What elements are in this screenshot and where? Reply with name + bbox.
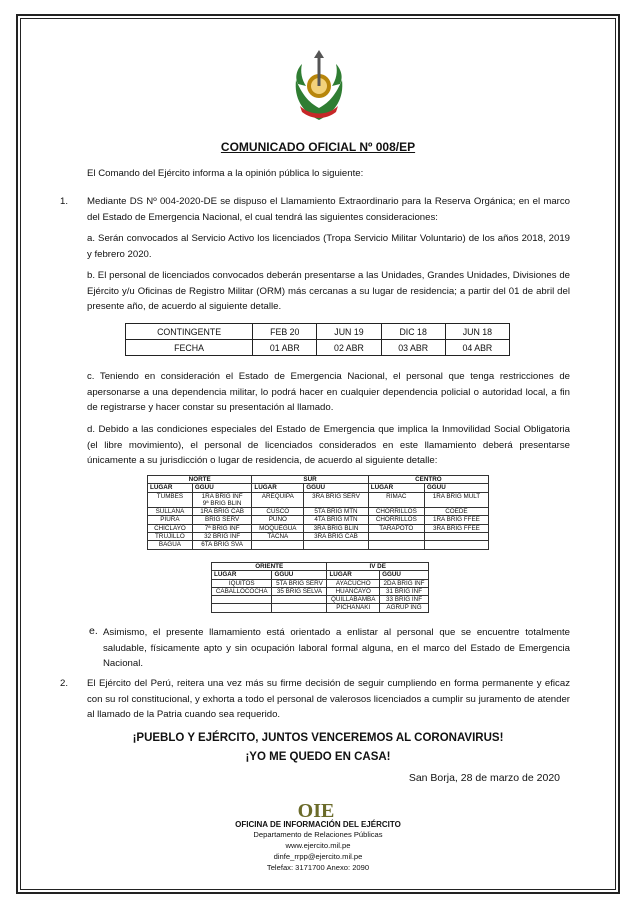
column-header: GGUU (272, 571, 327, 579)
table-cell (272, 596, 327, 604)
column-header: GGUU (424, 484, 488, 492)
table-cell: 4TA BRIG MTN (304, 516, 369, 524)
table-cell (252, 541, 304, 549)
item-1a-text: a. Serán convocados al Servicio Activo los licenciados (Tropa Servicio Militar Voluntario) de los años 2018, 2019 y febrero 2020. (87, 233, 570, 260)
table-cell: 1RA BRIG INF 9ª BRIG BLIN (192, 492, 252, 508)
column-header: LUGAR (368, 484, 424, 492)
table-cell: 5TA BRIG SERV (272, 579, 327, 587)
footer-department: Departamento de Relaciones Públicas (253, 830, 383, 839)
item-2-text: El Ejército del Perú, reitera una vez más su firme decisión de seguir cumpliendo en forma permanente y eficaz con su rol constitucional, y exhorta a todo el personal de valerosos licenciados a cumplir su juramento de atender al llamado de la Patria cuando sea requerido. (87, 678, 570, 720)
units-table-body (148, 492, 489, 549)
dates-table (125, 323, 510, 356)
region-header: SUR (252, 476, 368, 484)
table-cell: RIMAC (368, 492, 424, 508)
table-cell (368, 541, 424, 549)
table-cell: PICHANAKI (327, 604, 380, 612)
table-cell (424, 533, 488, 541)
table-cell: 1RA BRIG FFEE (424, 516, 488, 524)
units-table-body (212, 579, 429, 612)
table-cell: 32 BRIG INF (192, 533, 252, 541)
table-header-row (148, 476, 489, 484)
item-1-number: 1. (60, 196, 69, 207)
item-1-text: Mediante DS Nº 004-2020-DE se dispuso el Llamamiento Extraordinario para la Reserva Orgánica; en el marco del Estado de Emergencia Nacional, el cual tendrá las siguientes consideraciones: (87, 196, 570, 223)
table-cell: SULLANA (148, 508, 193, 516)
dates-table-row (126, 340, 510, 356)
table-cell (272, 604, 327, 612)
table-subheader-row (148, 484, 489, 492)
table-cell: CHORRILLOS (368, 516, 424, 524)
table-cell: CUSCO (252, 508, 304, 516)
table-cell: JUN 18 (445, 324, 509, 340)
table-cell: 35 BRIG SELVA (272, 587, 327, 595)
region-header: NORTE (148, 476, 252, 484)
table-row (212, 579, 429, 587)
units-table-east-ivde (211, 562, 429, 613)
table-cell: CHORRILLOS (368, 508, 424, 516)
table-cell: IQUITOS (212, 579, 272, 587)
logo-text: OIE (297, 800, 335, 819)
table-cell: 01 ABR (253, 340, 317, 356)
intro-paragraph: El Comando del Ejército informa a la opinión pública lo siguiente: (87, 168, 364, 179)
table-cell: 31 BRIG INF (380, 587, 429, 595)
table-cell: AGRUP ING (380, 604, 429, 612)
army-emblem-icon (288, 50, 350, 126)
table-cell: CHICLAYO (148, 524, 193, 532)
table-cell: MOQUEGUA (252, 524, 304, 532)
table-cell: 1RA BRIG CAB (192, 508, 252, 516)
table-cell: HUANCAYO (327, 587, 380, 595)
table-row (148, 492, 489, 508)
item-2-number: 2. (60, 678, 69, 689)
table-cell (212, 596, 272, 604)
table-cell: 2DA BRIG INF (380, 579, 429, 587)
item-1d-text: d. Debido a las condiciones especiales del Estado de Emergencia que implica la Inmovilidad Social Obligatoria (el libre movimiento), el personal de licenciados considerados en este llamamiento deberá presentarse únicamente a su jurisdicción o lugar de residencia, de acuerdo al siguiente detalle: (87, 424, 570, 466)
table-cell: AYACUCHO (327, 579, 380, 587)
table-cell: BRIG SERV (192, 516, 252, 524)
table-cell (212, 604, 272, 612)
document-title: COMUNICADO OFICIAL Nº 008/EP (220, 140, 416, 154)
table-cell: 33 BRIG INF (380, 596, 429, 604)
table-cell: CONTINGENTE (126, 324, 253, 340)
table-cell: 7ª BRIG INF (192, 524, 252, 532)
table-cell: TRUJILLO (148, 533, 193, 541)
table-cell: FEB 20 (253, 324, 317, 340)
table-row (212, 596, 429, 604)
table-cell: PIURA (148, 516, 193, 524)
item-1b-text: b. El personal de licenciados convocados deberán presentarse a las Unidades, Grandes Unidades, Divisiones de Ejército y/u Oficinas de Registro Militar (ORM) más cercanas a su lugar de residencia; a partir del 01 de abril del presente año, de acuerdo al siguiente detalle. (87, 270, 570, 312)
oie-logo-icon (296, 797, 336, 819)
table-cell: 3RA BRIG BLIN (304, 524, 369, 532)
table-header-row (212, 563, 429, 571)
table-cell: CABALLOCOCHA (212, 587, 272, 595)
table-cell: 5TA BRIG MTN (304, 508, 369, 516)
item-1c-text: c. Teniendo en consideración el Estado de Emergencia Nacional, el personal que tenga restricciones de apersonarse a una dependencia militar, lo podrá hacer en cualquier dependencia policial o autoridad local, a fin de registrarse y hacer constar su presentación al llamado. (87, 371, 570, 413)
region-header: ORIENTE (212, 563, 327, 571)
column-header: LUGAR (148, 484, 193, 492)
table-cell: 6TA BRIG SVA (192, 541, 252, 549)
column-header: GGUU (380, 571, 429, 579)
table-cell: TARAPOTO (368, 524, 424, 532)
table-row (148, 524, 489, 532)
table-cell: JUN 19 (317, 324, 381, 340)
table-subheader-row (212, 571, 429, 579)
slogan-1: ¡PUEBLO Y EJÉRCITO, JUNTOS VENCEREMOS AL CORONAVIRUS! (132, 732, 504, 744)
region-header: IV DE (327, 563, 429, 571)
column-header: GGUU (304, 484, 369, 492)
table-cell (424, 541, 488, 549)
table-cell (304, 541, 369, 549)
table-cell: BAGUA (148, 541, 193, 549)
table-cell: COEDE (424, 508, 488, 516)
table-cell: 3RA BRIG CAB (304, 533, 369, 541)
footer-office: OFICINA DE INFORMACIÓN DEL EJÉRCITO (235, 820, 401, 829)
footer-email-link[interactable]: dinfe_rrpp@ejercito.mil.pe (273, 852, 363, 861)
table-row (148, 533, 489, 541)
table-cell: QUILLABAMBA (327, 596, 380, 604)
column-header: LUGAR (252, 484, 304, 492)
table-row (148, 541, 489, 549)
table-cell: 1RA BRIG MULT (424, 492, 488, 508)
place-date: San Borja, 28 de marzo de 2020 (408, 772, 560, 784)
table-row (212, 587, 429, 595)
column-header: GGUU (192, 484, 252, 492)
dates-table-row (126, 324, 510, 340)
footer-phone: Telefax: 3171700 Anexo: 2090 (266, 863, 370, 872)
region-header: CENTRO (368, 476, 488, 484)
table-cell (368, 533, 424, 541)
table-row (212, 604, 429, 612)
table-cell: TACNA (252, 533, 304, 541)
table-cell: 03 ABR (381, 340, 445, 356)
table-cell: TUMBES (148, 492, 193, 508)
table-cell: DIC 18 (381, 324, 445, 340)
units-table-north-south-center (147, 475, 489, 550)
item-1e-letter: e. (89, 625, 98, 637)
table-cell: 3RA BRIG FFEE (424, 524, 488, 532)
item-1e-text: Asimismo, el presente llamamiento está orientado a enlistar al personal que se encuentre totalmente saludable, físicamente apto y sin ocupación laboral formal alguna, en el marco del Estado de Emergencia Nacional. (103, 627, 570, 669)
column-header: LUGAR (327, 571, 380, 579)
footer-web-link[interactable]: www.ejercito.mil.pe (285, 841, 351, 850)
table-cell: PUNO (252, 516, 304, 524)
table-cell: AREQUIPA (252, 492, 304, 508)
table-cell: 02 ABR (317, 340, 381, 356)
table-cell: 3RA BRIG SERV (304, 492, 369, 508)
column-header: LUGAR (212, 571, 272, 579)
table-row (148, 516, 489, 524)
table-cell: 04 ABR (445, 340, 509, 356)
table-row (148, 508, 489, 516)
slogan-2: ¡YO ME QUEDO EN CASA! (245, 751, 391, 763)
table-cell: FECHA (126, 340, 253, 356)
